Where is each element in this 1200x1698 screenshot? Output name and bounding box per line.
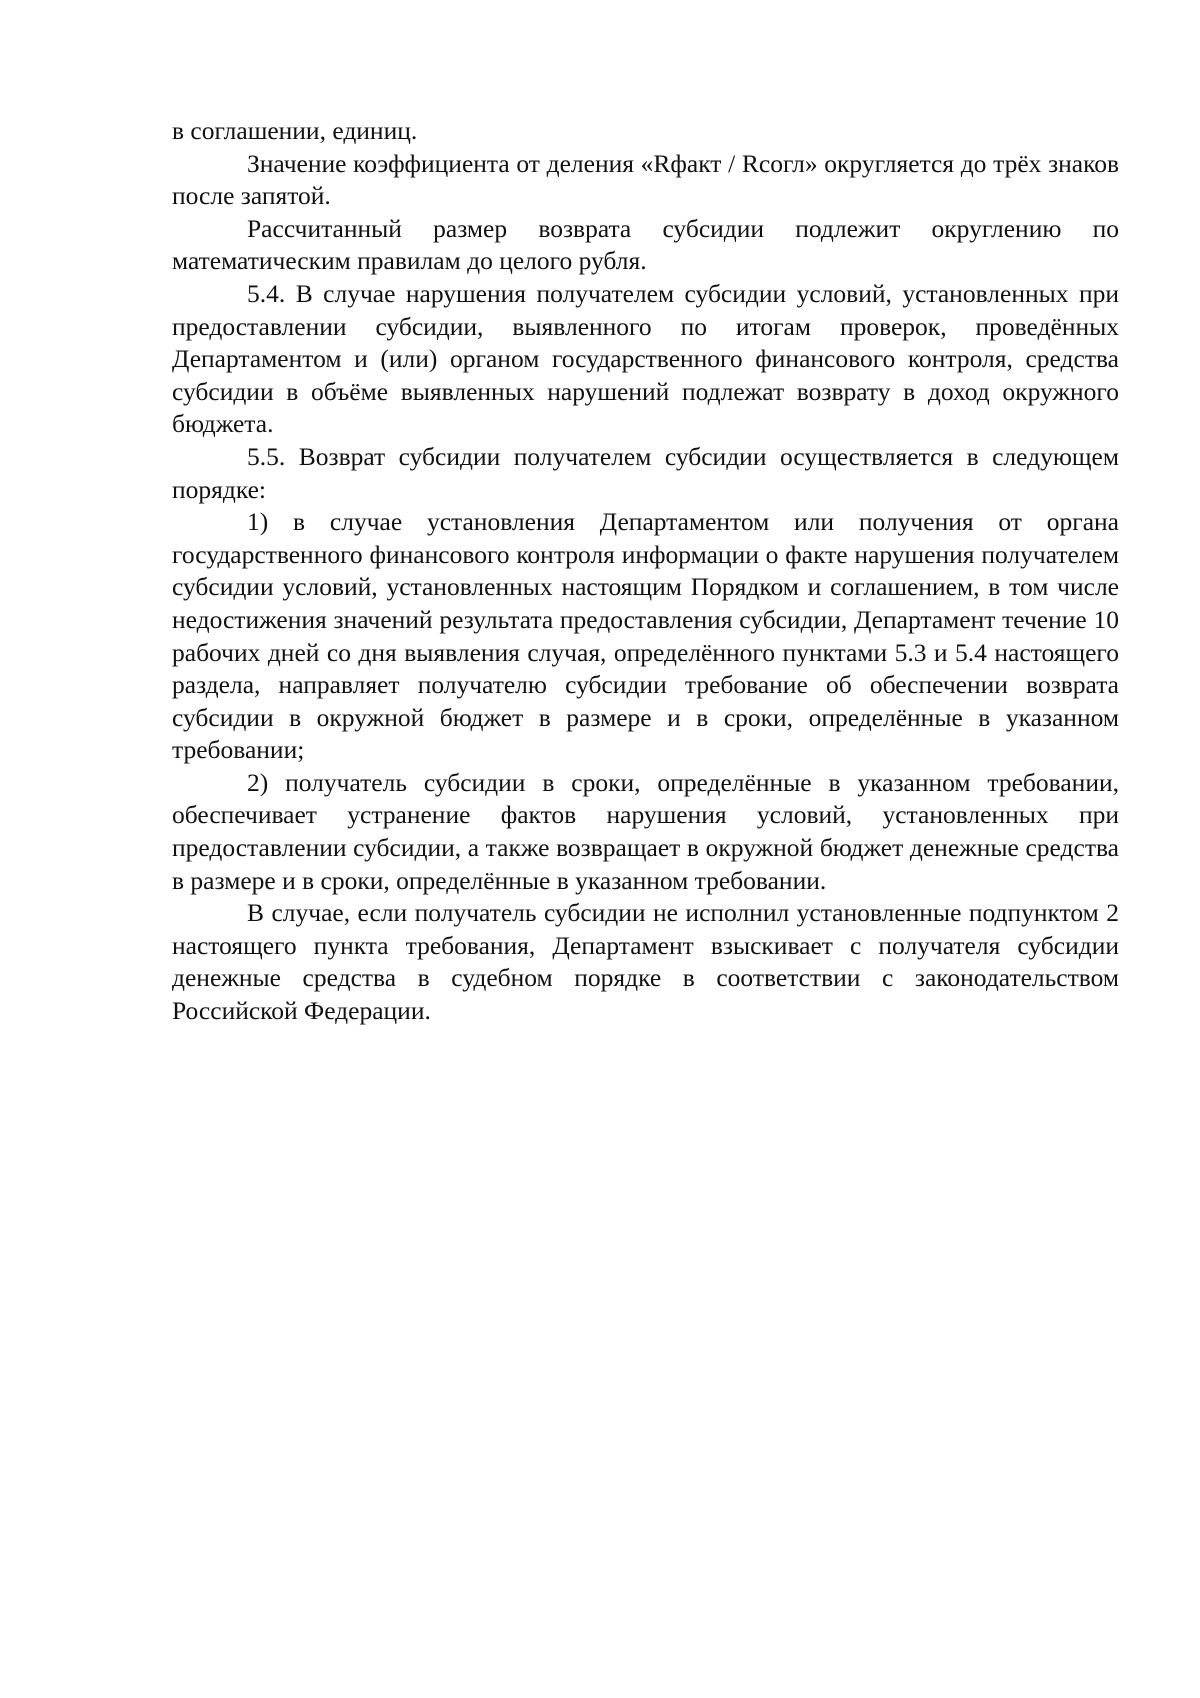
- paragraph-coefficient-rounding: Значение коэффициента от деления «Rфакт / Rсогл» округляется до трёх знаков после запятой.: [172, 148, 1119, 211]
- paragraph-court-recovery: В случае, если получатель субсидии не исполнил установленные подпунктом 2 настоящего пункта требования, Департамент взыскивает с получателя субсидии денежные средства в судебном порядке в соответствии с законодательством Российской Федерации.: [172, 898, 1119, 1026]
- document-body: [172, 115, 1119, 1028]
- paragraph-continuation: в соглашении, единиц.: [172, 116, 418, 145]
- paragraph-5-4: 5.4. В случае нарушения получателем субсидии условий, установленных при предоставлении субсидии, выявленного по итогам проверок, проведённых Департаментом и (или) органом государственного финансового контроля, средства субсидии в объёме выявленных нарушений подлежат возврату в доход окружного бюджета.: [172, 278, 1119, 439]
- paragraph-return-amount-rounding: Рассчитанный размер возврата субсидии подлежит округлению по математическим правилам до целого рубля.: [172, 213, 1119, 276]
- paragraph-item-1: 1) в случае установления Департаментом или получения от органа государственного финансового контроля информации о факте нарушения получателем субсидии условий, установленных настоящим Порядком и соглашением, в том числе недостижения значений результата предоставления субсидии, Департамент течение 10 рабочих дней со дня выявления случая, определённого пунктами 5.3 и 5.4 настоящего раздела, направляет получателю субсидии требование об обеспечении возврата субсидии в окружной бюджет в размере и в сроки, определённые в указанном требовании;: [172, 507, 1119, 765]
- paragraph-5-5: 5.5. Возврат субсидии получателем субсидии осуществляется в следующем порядке:: [172, 441, 1119, 504]
- paragraph-item-2: 2) получатель субсидии в сроки, определённые в указанном требовании, обеспечивает устранение фактов нарушения условий, установленных при предоставлении субсидии, а также возвращает в окружной бюджет денежные средства в размере и в сроки, определённые в указанном требовании.: [172, 767, 1119, 895]
